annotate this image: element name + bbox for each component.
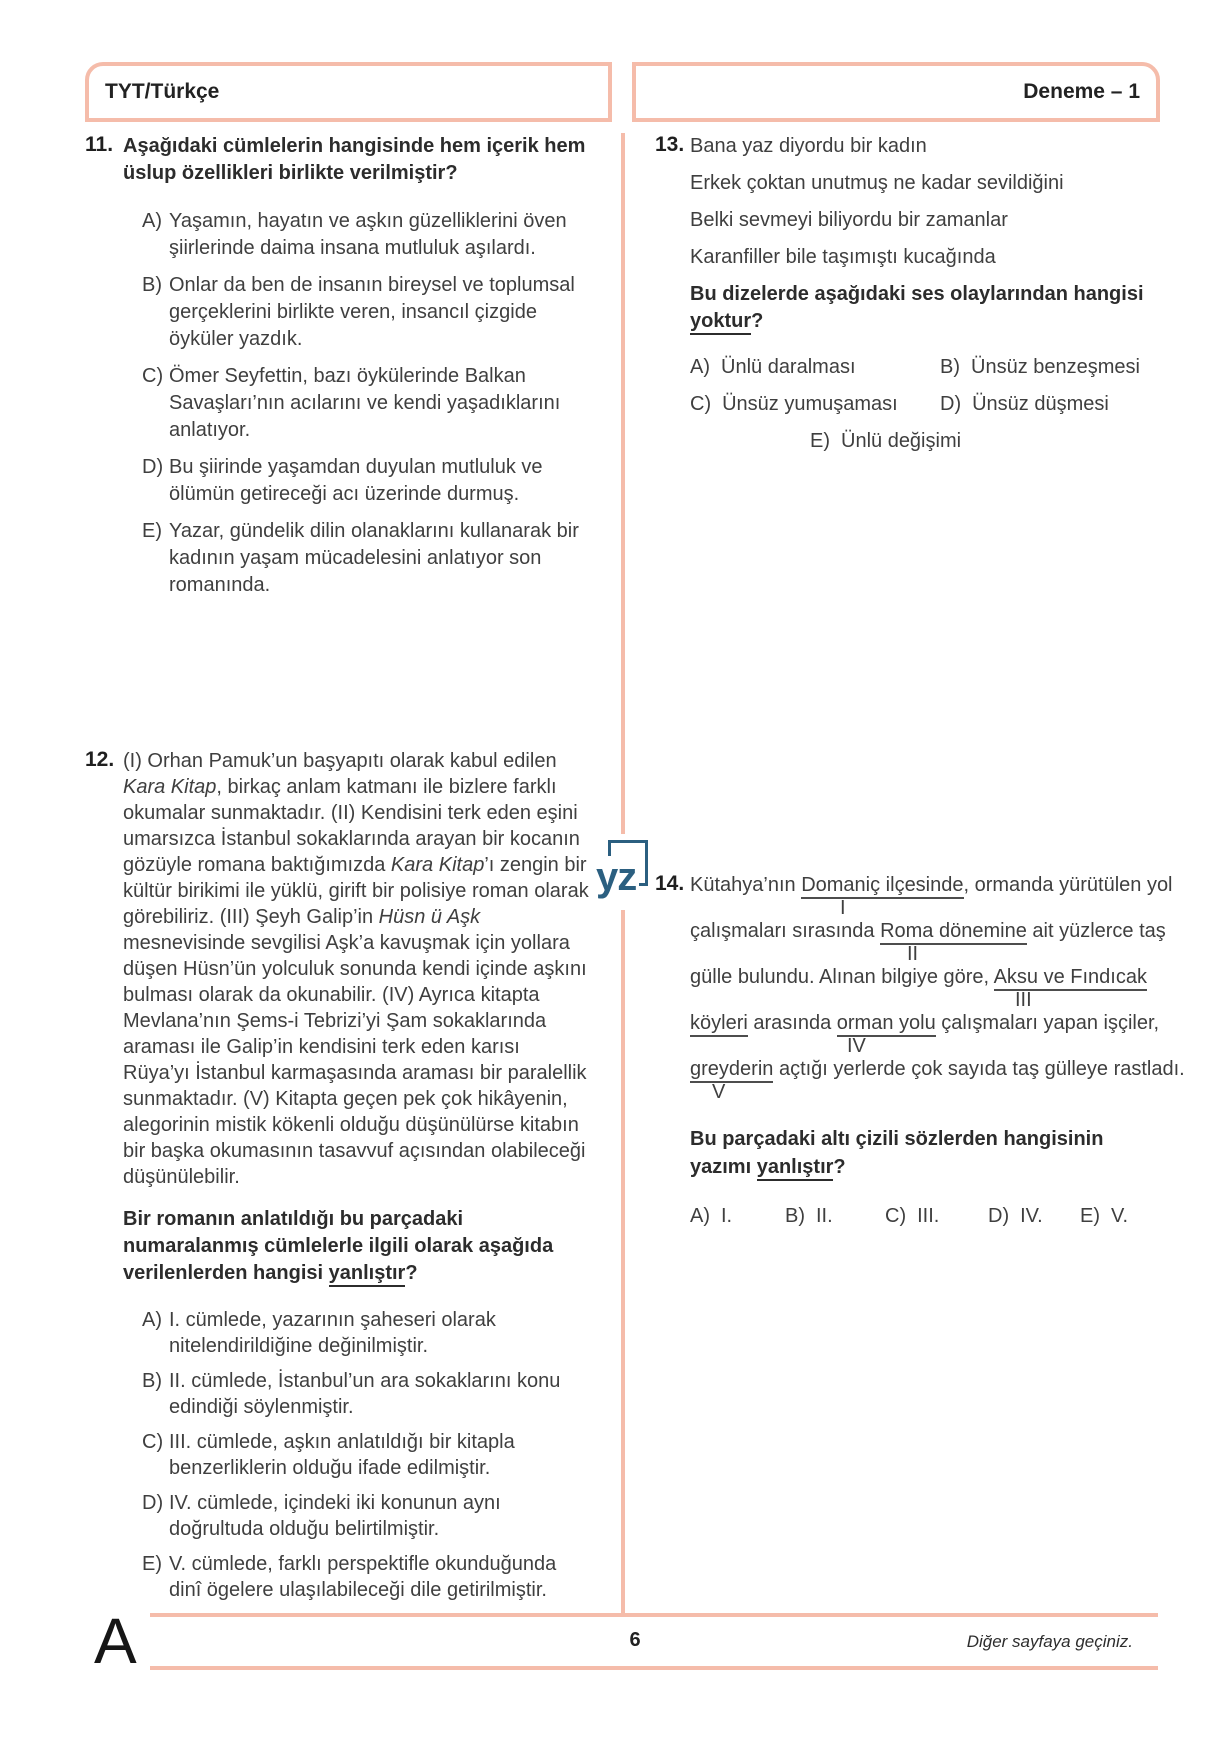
course-title: TYT/Türkçe [105,80,220,103]
footer-bottom-line [150,1666,1158,1670]
poem-line: Bana yaz diyordu bir kadın [690,135,927,157]
option-label: D) [142,456,164,478]
option-text: Bu şiirinde yaşamdan duyulan mutluluk ve ölümün getireceği acı üzerinde durmuş. [169,456,543,505]
option-text: Onlar da ben de insanın bireysel ve toplumsal gerçeklerini birlikte veren, insancıl çizgide öyküler yazdık. [169,274,575,350]
option-text: II. [816,1205,833,1227]
option-label: A) [142,210,162,232]
option-12-e [142,1551,590,1603]
publisher-logo [594,834,658,910]
option-13-d [940,391,1109,418]
option-12-c [142,1429,590,1481]
option-label: A) [142,1309,162,1331]
question-14-line-2: çalışmaları sırasında Roma dönemine ait yüzlerce taş [690,918,1163,944]
option-text: Ünsüz yumuşaması [722,393,898,415]
option-text: III. cümlede, aşkın anlatıldığı bir kitapla benzerliklerin olduğu ifade edilmiştir. [169,1431,515,1479]
option-text: Ünlü daralması [721,356,856,378]
option-11-c [142,363,590,444]
option-label: E) [142,520,162,542]
question-11-stem: Aşağıdaki cümlelerin hangisinde hem içerik hem üslup özellikleri birlikte verilmiştir? [123,135,586,184]
exam-title: Deneme – 1 [1023,80,1140,103]
header-exam-box [632,62,1160,122]
option-14-c [885,1203,939,1230]
option-text: Ünlü değişimi [841,430,962,452]
option-12-b [142,1368,590,1420]
question-13-poem [690,133,1163,271]
option-text: II. cümlede, İstanbul’un ara sokaklarını konu edindiği söylenmiştir. [169,1370,561,1418]
logo-text: yz [596,856,639,898]
option-label: D) [988,1205,1010,1227]
option-14-e [1080,1203,1128,1230]
poem-line: Erkek çoktan unutmuş ne kadar sevildiğini [690,172,1064,194]
option-13-e [810,428,961,455]
option-label: E) [810,430,830,452]
option-text: V. [1111,1205,1129,1227]
question-12-stem: Bir romanın anlatıldığı bu parçadaki numaralanmış cümlelerle ilgili olarak aşağıda verilenlerden hangisi yanlıştır? [123,1206,590,1287]
option-11-d [142,454,590,508]
option-label: D) [940,393,962,415]
options-row [690,354,1163,381]
option-text: III. [917,1205,940,1227]
option-label: E) [142,1553,162,1575]
next-page-note: Diğer sayfaya geçiniz. [966,1632,1133,1651]
numeral-5: V [712,1081,726,1103]
question-13 [655,133,1163,465]
numeral-1: I [840,897,846,919]
option-label: A) [690,356,710,378]
question-14-line-5: greyderin açtığı yerlerde çok sayıda taş gülleye rastladı. [690,1056,1163,1082]
option-text: I. [721,1205,733,1227]
question-11-options [142,208,590,599]
option-13-b [940,354,1140,381]
option-12-a [142,1307,590,1359]
numeral-3: III [1015,989,1032,1011]
question-14-number: 14. [655,872,685,895]
option-label: B) [785,1205,805,1227]
option-label: B) [142,274,162,296]
question-12 [85,748,590,1612]
question-14 [655,872,1185,1240]
option-text: I. cümlede, yazarının şaheseri olarak nitelendirildiğine değinilmiştir. [169,1309,496,1357]
question-11-number: 11. [85,133,114,156]
booklet-letter: A [94,1605,137,1677]
option-text: V. cümlede, farklı perspektifle okunduğunda dinî ögelere ulaşılabileceği dile getirilmiştir. [169,1553,557,1601]
option-label: C) [142,1431,164,1453]
page-number: 6 [629,1629,641,1651]
option-label: D) [142,1492,164,1514]
option-11-b [142,272,590,353]
option-label: C) [142,365,164,387]
option-11-e [142,518,590,599]
question-13-number: 13. [655,133,685,156]
footer-top-line [150,1613,1158,1617]
option-text: IV. cümlede, içindeki iki konunun aynı doğrultuda olduğu belirtilmiştir. [169,1492,501,1540]
question-14-options [690,1203,1163,1230]
question-13-stem: Bu dizelerde aşağıdaki ses olaylarından hangisi yoktur? [690,281,1163,335]
options-row [690,428,1163,455]
option-14-d [988,1203,1043,1230]
option-14-b [785,1203,833,1230]
option-11-a [142,208,590,262]
option-label: A) [690,1205,710,1227]
option-text: Yaşamın, hayatın ve aşkın güzelliklerini öven şiirlerinde daima insana mutluluk aşılardı. [169,210,567,259]
option-text: Yazar, gündelik dilin olanaklarını kullanarak bir kadının yaşam mücadelesini anlatıyor son romanında. [169,520,579,596]
question-12-passage: (I) Orhan Pamuk’un başyapıtı olarak kabul edilen Kara Kitap, birkaç anlam katmanı ile bizlere farklı okumalar sunmaktadır. (II) Kendisini terk eden eşini umarsızca İstanbul sokaklarında arayan bir kocanın gözüyle romana baktığımızda Kara Kitap’ı zengin bir kültür birikimi ile yüklü, girift bir polisiye roman olarak görebiliriz. (III) Şeyh Galip’in Hüsn ü Aşk mesnevisinde sevgilisi Aşk’a kavuşmak için yollara düşen Hüsn’ün yolculuk sonunda kendi içinde aşkını bulması olarak da okunabilir. (IV) Ayrıca kitapta Mevlana’nın Şems-i Tebrizi’yi Şam sokaklarında araması ile Galip’in kendisini terk eden karısı Rüya’yı İstanbul karmaşasında araması bir paralellik sunmaktadır. (V) Kitapta geçen pek çok hikâyenin, alegorinin mistik kökenli olduğu düşünülürse kitabın bir başka okumasının tasavvuf açısından olabileceği düşünülebilir. [123,750,589,1188]
option-text: Ünsüz düşmesi [972,393,1109,415]
option-text: IV. [1020,1205,1043,1227]
question-13-options [690,354,1163,455]
numeral-4: IV [847,1035,866,1057]
option-text: Ünsüz benzeşmesi [971,356,1140,378]
question-12-options [142,1307,590,1603]
option-13-a [690,354,856,381]
left-column [85,133,590,1613]
option-label: C) [690,393,712,415]
option-text: Ömer Seyfettin, bazı öykülerinde Balkan Savaşları’nın acılarını ve kendi yaşadıklarını anlatıyor. [169,365,561,441]
question-14-line-3: gülle bulundu. Alınan bilgiye göre, Aksu ve Fındıcak [690,964,1163,990]
header-course-box [85,62,612,122]
question-11 [85,133,590,609]
option-label: E) [1080,1205,1100,1227]
option-14-a [690,1203,732,1230]
question-12-number: 12. [85,748,115,771]
option-label: C) [885,1205,907,1227]
option-label: B) [940,356,960,378]
options-row [690,391,1163,418]
right-column [655,133,1185,1613]
poem-line: Belki sevmeyi biliyordu bir zamanlar [690,209,1008,231]
option-12-d [142,1490,590,1542]
question-14-line-4: köyleri arasında orman yolu çalışmaları yapan işçiler, [690,1010,1163,1036]
option-13-c [690,391,898,418]
option-label: B) [142,1370,162,1392]
numeral-2: II [907,943,919,965]
question-14-line-1: Kütahya’nın Domaniç ilçesinde, ormanda yürütülen yol [690,872,1163,898]
poem-line: Karanfiller bile taşımıştı kucağında [690,246,996,268]
question-14-stem: Bu parçadaki altı çizili sözlerden hangisinin yazımı yanlıştır? [690,1125,1163,1181]
